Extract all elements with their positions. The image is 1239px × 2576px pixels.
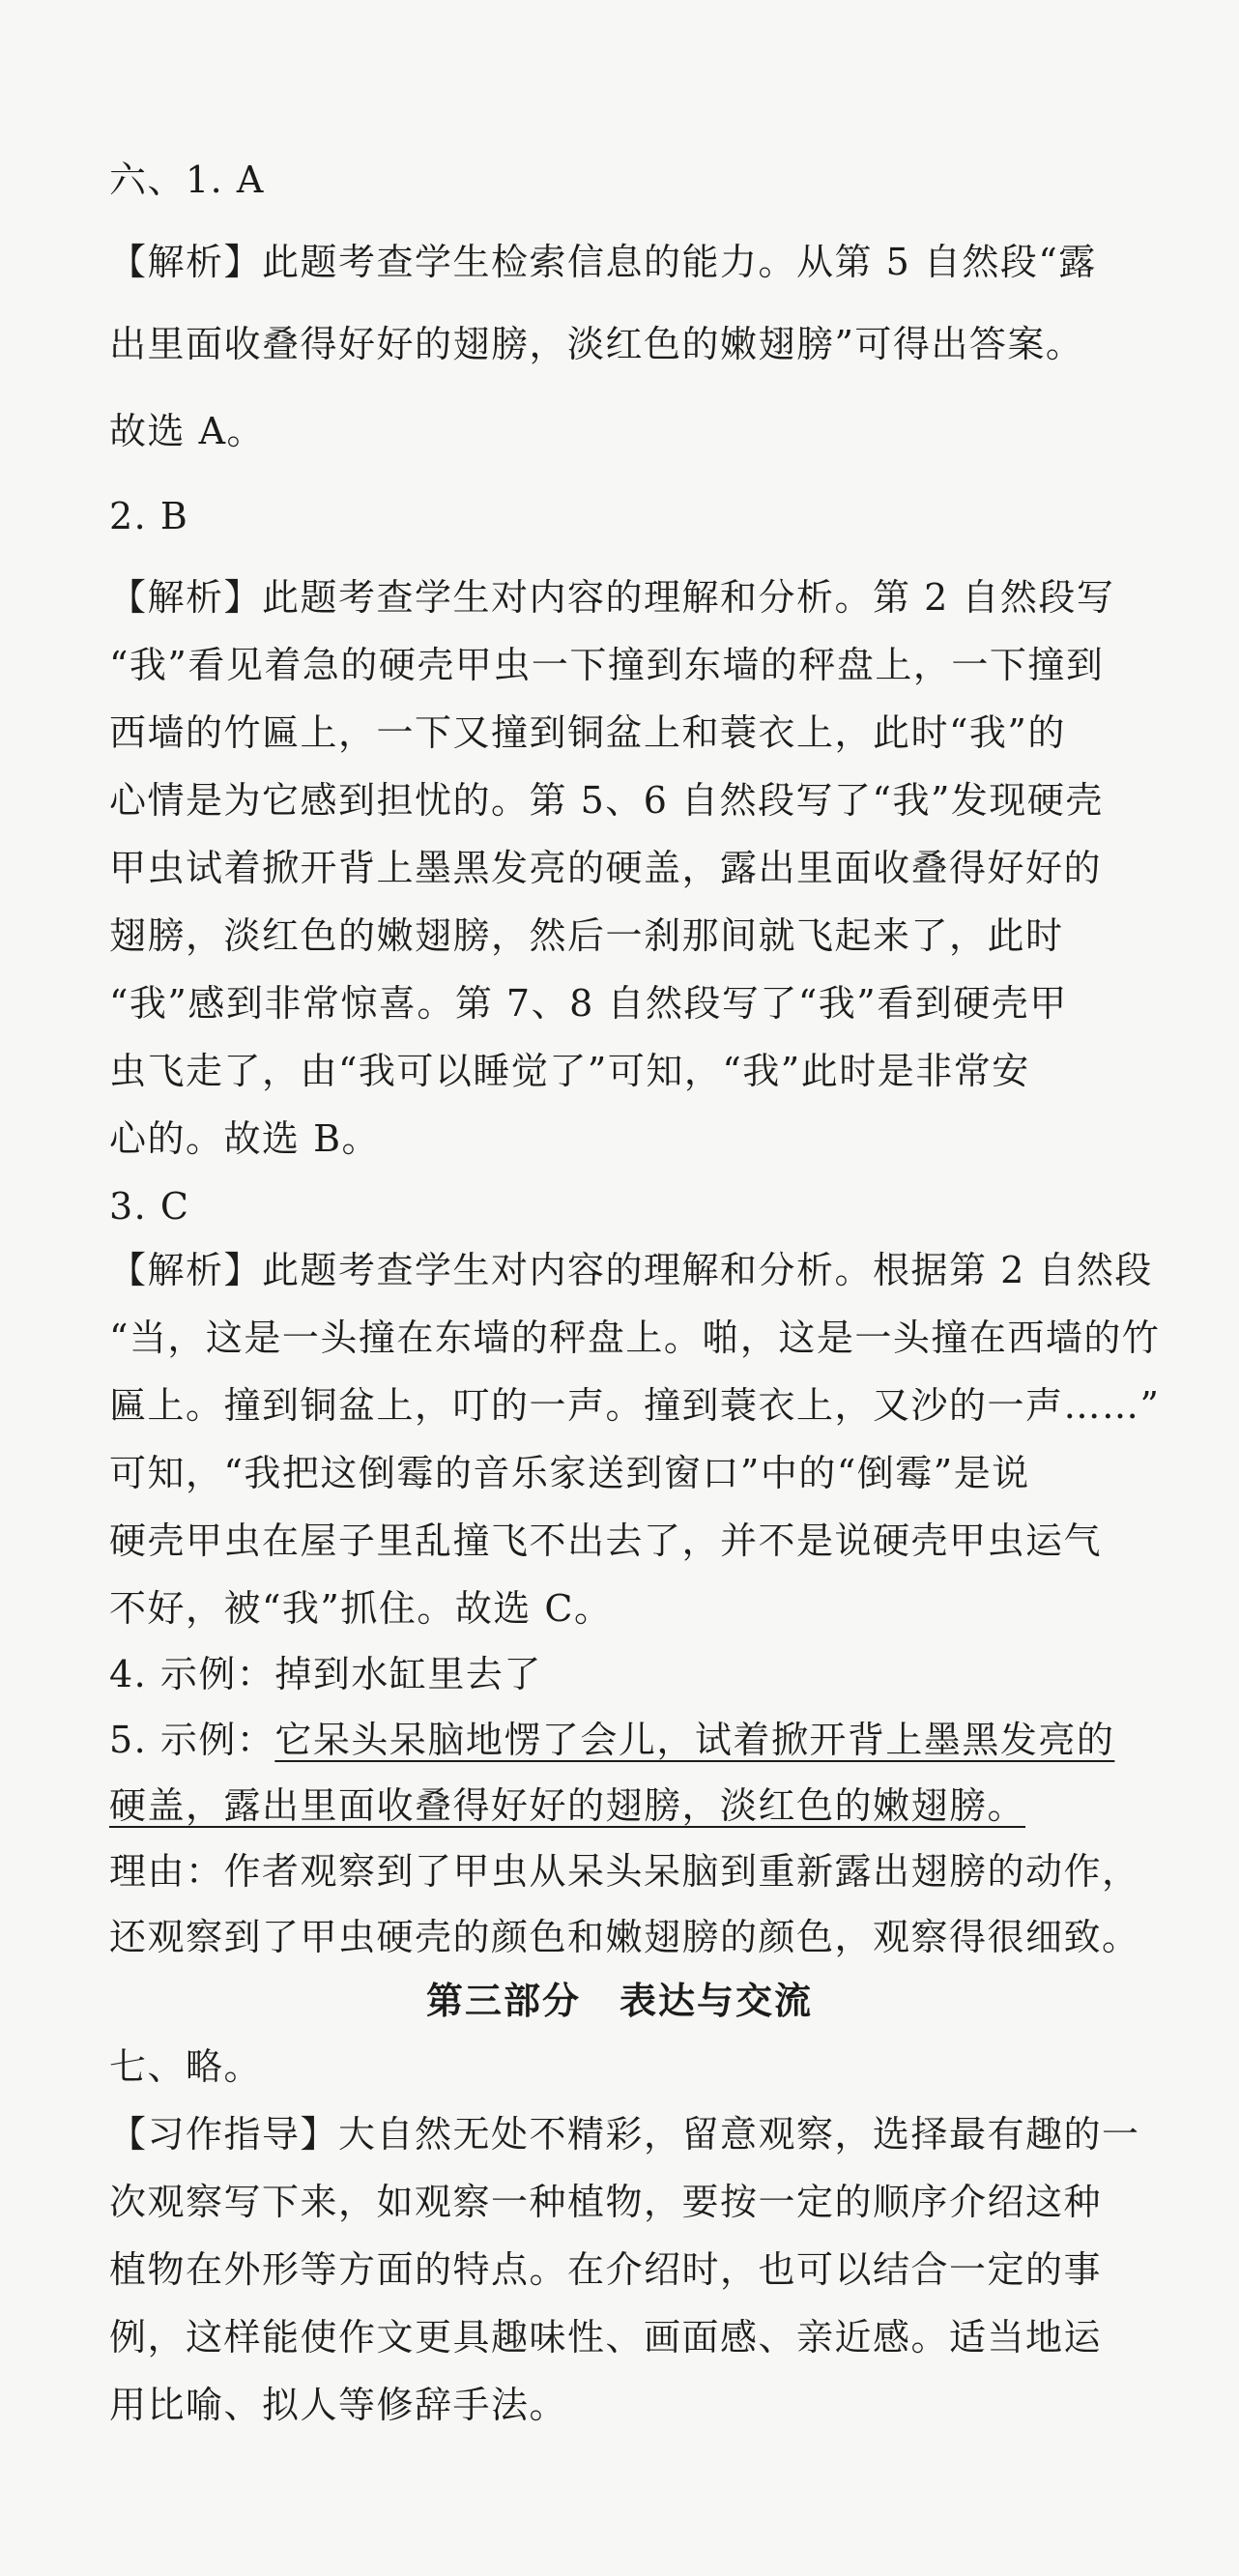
writing-guide-text: 【习作指导】大自然无处不精彩，留意观察，选择最有趣的一	[109, 2113, 1140, 2156]
reason-text: 理由：作者观察到了甲虫从呆头呆脑到重新露出翅膀的动作，	[109, 1850, 1140, 1893]
analysis-text: “当，这是一头撞在东墙的秤盘上。啪，这是一头撞在西墙的竹	[109, 1317, 1161, 1359]
answer-six-5	[109, 1715, 1153, 1765]
answer-seven: 七、略。	[109, 2045, 263, 2088]
answer-six-2: 2. B	[109, 495, 189, 537]
analysis-text: 【解析】此题考查学生对内容的理解和分析。根据第 2 自然段	[109, 1249, 1153, 1291]
analysis-text: 心情是为它感到担忧的。第 5、6 自然段写了“我”发现硬壳	[109, 779, 1104, 822]
analysis-text: 甲虫试着掀开背上墨黑发亮的硬盖，露出里面收叠得好好的	[109, 847, 1103, 889]
analysis-text: 西墙的竹匾上，一下又撞到铜盆上和蓑衣上，此时“我”的	[109, 711, 1066, 754]
writing-guide-text: 用比喻、拟人等修辞手法。	[109, 2384, 568, 2426]
analysis-text: 故选 A。	[109, 410, 266, 452]
analysis-text: 翅膀，淡红色的嫩翅膀，然后一刹那间就飞起来了，此时	[109, 914, 1064, 957]
analysis-text: 可知，“我把这倒霉的音乐家送到窗口”中的“倒霉”是说	[109, 1452, 1030, 1494]
answer-six-1: 六、1. A	[109, 159, 265, 201]
analysis-text: “我”看见着急的硬壳甲虫一下撞到东墙的秤盘上，一下撞到	[109, 644, 1105, 686]
analysis-text: 出里面收叠得好好的翅膀，淡红色的嫩翅膀”可得出答案。	[109, 323, 1084, 365]
writing-guide-text: 植物在外形等方面的特点。在介绍时，也可以结合一定的事	[109, 2248, 1103, 2291]
underlined-example: 硬盖，露出里面收叠得好好的翅膀，淡红色的嫩翅膀。	[109, 1784, 1026, 1827]
analysis-text: 硬壳甲虫在屋子里乱撞飞不出去了，并不是说硬壳甲虫运气	[109, 1520, 1103, 1562]
analysis-text: 【解析】此题考查学生对内容的理解和分析。第 2 自然段写	[109, 576, 1115, 619]
writing-guide-text: 例，这样能使作文更具趣味性、画面感、亲近感。适当地运	[109, 2316, 1103, 2359]
reason-text: 还观察到了甲虫硬壳的颜色和嫩翅膀的颜色，观察得很细致。	[109, 1916, 1140, 1958]
section-heading: 第三部分 表达与交流	[425, 1980, 813, 2022]
item5-prefix: 5. 示例：	[109, 1719, 275, 1761]
analysis-text: 虫飞走了，由“我可以睡觉了”可知，“我”此时是非常安	[109, 1050, 1030, 1092]
answer-six-4: 4. 示例：掉到水缸里去了	[109, 1653, 542, 1695]
answer-six-5-cont	[109, 1780, 1153, 1831]
answer-six-3: 3. C	[109, 1185, 190, 1228]
writing-guide-text: 次观察写下来，如观察一种植物，要按一定的顺序介绍这种	[109, 2181, 1103, 2223]
analysis-text: “我”感到非常惊喜。第 7、8 自然段写了“我”看到硬壳甲	[109, 982, 1068, 1025]
analysis-text: 不好，被“我”抓住。故选 C。	[109, 1587, 613, 1630]
analysis-text: 心的。故选 B。	[109, 1117, 381, 1160]
analysis-text: 【解析】此题考查学生检索信息的能力。从第 5 自然段“露	[109, 241, 1097, 283]
analysis-text: 匾上。撞到铜盆上，叮的一声。撞到蓑衣上，又沙的一声……”	[109, 1384, 1161, 1427]
underlined-example: 它呆头呆脑地愣了会儿，试着掀开背上墨黑发亮的	[274, 1719, 1115, 1761]
